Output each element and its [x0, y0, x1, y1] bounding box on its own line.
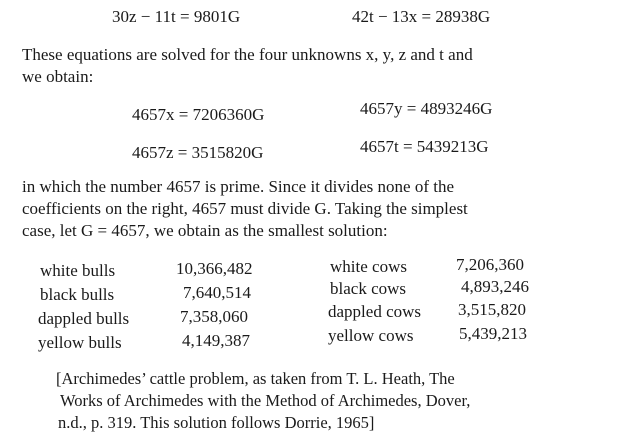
table-row-2-label-bulls: black bulls — [40, 285, 115, 304]
table-row-2-label-cows: black cows — [330, 279, 407, 298]
citation-line-2: Works of Archimedes with the Method of Archimedes, Dover, — [60, 391, 471, 410]
citation-line-1: [Archimedes’ cattle problem, as taken from T. L. Heath, The — [56, 369, 455, 388]
table-row-3-value-bulls: 7,358,060 — [180, 307, 248, 326]
paragraph-line-1: in which the number 4657 is prime. Since it divides none of the — [22, 177, 455, 196]
intro-line-2: we obtain: — [22, 67, 94, 86]
table-row-4-value-bulls: 4,149,387 — [182, 331, 250, 350]
table-row-1-label-cows: white cows — [330, 257, 407, 276]
table-row-3-label-cows: dappled cows — [328, 302, 422, 321]
table-row-1-value-cows: 7,206,360 — [456, 255, 524, 274]
table-row-4-label-cows: yellow cows — [328, 326, 414, 345]
paragraph-line-2: coefficients on the right, 4657 must divide G. Taking the simplest — [22, 199, 468, 218]
table-row-3-value-cows: 3,515,820 — [458, 300, 526, 319]
equation-top-right: 42t − 13x = 28938G — [352, 7, 491, 26]
table-row-4-value-cows: 5,439,213 — [459, 324, 527, 343]
equation-z: 4657z = 3515820G — [132, 143, 264, 162]
table-row-3-label-bulls: dappled bulls — [38, 309, 130, 328]
equation-x: 4657x = 7206360G — [132, 105, 265, 124]
table-row-1-value-bulls: 10,366,482 — [176, 259, 253, 278]
citation-line-3: n.d., p. 319. This solution follows Dorrie, 1965] — [58, 413, 375, 432]
equation-t: 4657t = 5439213G — [360, 137, 489, 156]
intro-line-1: These equations are solved for the four unknowns x, y, z and t and — [22, 45, 473, 64]
table-row-2-value-bulls: 7,640,514 — [183, 283, 251, 302]
table-row-2-value-cows: 4,893,246 — [461, 277, 529, 296]
paragraph-line-3: case, let G = 4657, we obtain as the smallest solution: — [22, 221, 388, 240]
table-row-1-label-bulls: white bulls — [40, 261, 116, 280]
equation-top-left: 30z − 11t = 9801G — [112, 7, 241, 26]
table-row-4-label-bulls: yellow bulls — [38, 333, 122, 352]
equation-y: 4657y = 4893246G — [360, 99, 493, 118]
